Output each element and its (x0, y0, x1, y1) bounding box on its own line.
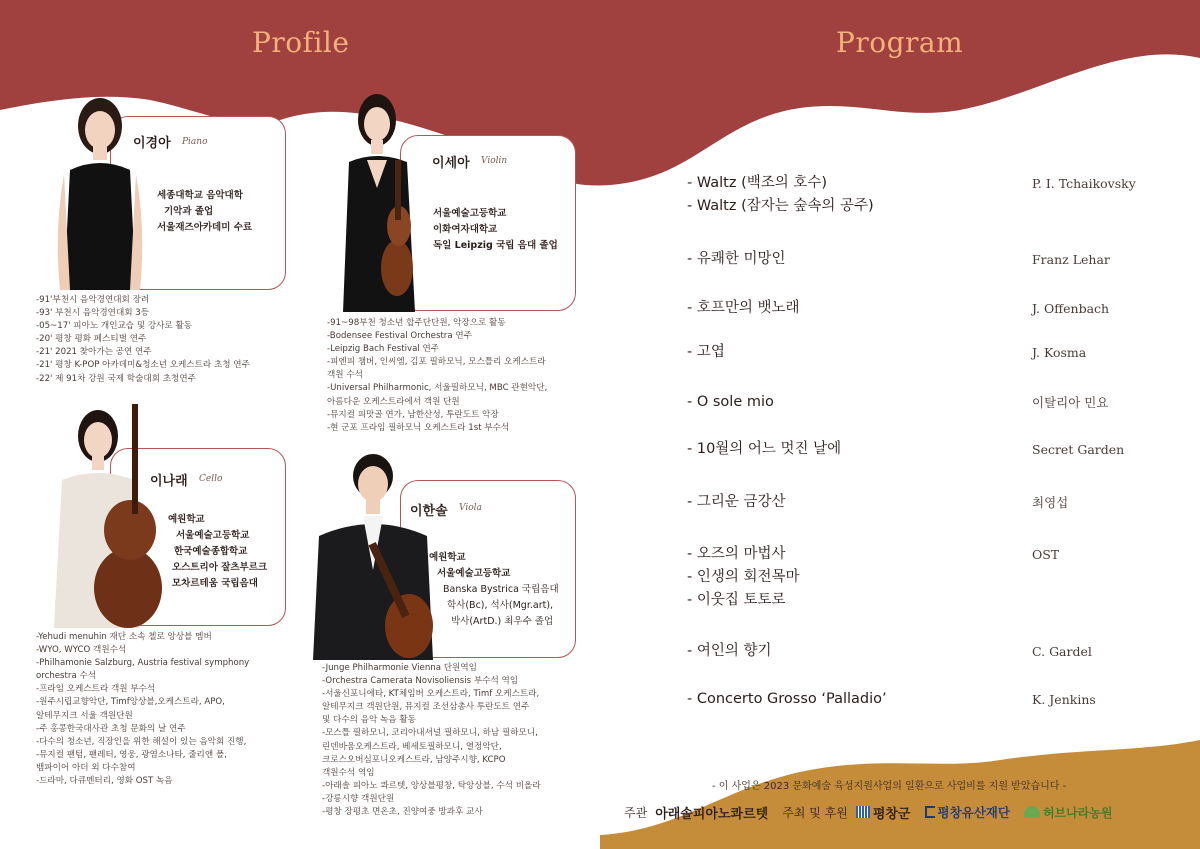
violinist-photo (325, 90, 435, 312)
profile-heading: Profile (252, 26, 350, 59)
program-composer: Franz Lehar (1032, 252, 1110, 267)
program-composer: 최영섭 (1032, 495, 1069, 510)
sponsor-label: 주최 및 후원 (782, 805, 848, 820)
program-item: - O sole mio 이탈리아 민요 (687, 391, 1147, 414)
violinist-history: -91~98부천 청소년 합주단단원, 악장으로 활동 -Bodensee Festival Orchestra 연주 -Leipzig Bach Festival 연주 -피엔피 챔버, 인씨엠, 김포 필하모닉, 모스틀리 오케스트라 객원 수석 -Universal Philharmonic, 서울필하모닉, MBC 관현악단, 아름다운 오케스트라에서 객원 단원 -뮤지컬 피맛골 연가, 남한산성, 투란도트 악장 -현 군포 프라임 필하모닉 오케스트라 1st 부수석 (327, 318, 548, 433)
program-composer: K. Jenkins (1032, 692, 1096, 707)
program-item: - 유쾌한 미망인 Franz Lehar (687, 248, 1147, 271)
program-item: - 여인의 향기 C. Gardel (687, 640, 1147, 663)
host-label: 주관 (624, 805, 648, 820)
program-composer: Secret Garden (1032, 442, 1125, 457)
violinist-education: 서울예술고등학교 이화여자대학교 독일 Leipzig 국립 음대 졸업 (433, 208, 558, 251)
violist-education: 예원학교 서울예술고등학교 Banska Bystrica 국립음대 학사(Bc), 석사(Mgr.art), 박사(ArtD.) 최우수 졸업 (429, 552, 559, 627)
pianist-history: -91'부천시 음악경연대회 장려 -93' 부천시 음악경연대회 3등 -05~17' 피아노 개인교습 및 강사로 활동 -20' 평창 평화 페스티벌 연주 -21' 2021 찾아가는 공연 연주 -21' 평창 K-POP 아카데미&청소년 오케스트라 초청 연주 -22' 제 91차 강원 국제 학술대회 초청연주 (36, 295, 250, 384)
program-composer: C. Gardel (1032, 644, 1092, 659)
violinist-name: 이세아 (432, 156, 470, 171)
sponsor-logo-foundation: 평창유산재단 (925, 803, 1010, 821)
host-logo: 아래솔피아노콰르텟 (655, 806, 769, 822)
sponsor-logo-pyeongchang: 평창군 (856, 803, 911, 822)
pianist-instrument: Piano (182, 137, 208, 147)
credits-bar (624, 800, 1127, 824)
program-composer: P. I. Tchaikovsky (1032, 176, 1136, 191)
violist-instrument: Viola (459, 503, 482, 513)
program-item: - 오즈의 마법사 - 인생의 회전목마 - 이웃집 토토로 OST (687, 543, 1147, 612)
sponsor-logo-herbnara: 허브나라농원 (1024, 804, 1113, 821)
cellist-photo (40, 402, 172, 628)
program-item: - 그리운 금강산 최영섭 (687, 491, 1147, 514)
funding-notice: - 이 사업은 2023 문화예술 육성지원사업의 일환으로 사업비를 지원 받았습니다 - (712, 781, 1067, 792)
program-heading: Program (836, 26, 964, 59)
cellist-instrument: Cello (199, 474, 223, 484)
program-item: - 호프만의 뱃노래 J. Offenbach (687, 297, 1147, 320)
program-item: - 10월의 어느 멋진 날에 Secret Garden (687, 438, 1147, 461)
violinist-instrument: Violin (481, 156, 508, 166)
program-composer: J. Kosma (1032, 345, 1087, 360)
violist-history: -Junge Philharmonie Vienna 단원역임 -Orchestra Camerata Novisoliensis 부수석 역임 -서울신포니에타, KT체임버 오케스트라, Timf 오케스트라, 알테무지크 객원단원, 뮤지컬 조선삼총사 투란도트 연주 및 다수의 음악 녹음 활동 -모스틀 필하모니, 코리아내셔널 필하모니, 하남 필하모니, 린덴바움오케스트라, 베세토필하모니, 열정악단, 크로스오버심포니오케스트라, 남양주시향, KCPO 객원수석 역임 -아래솔 피아노 콰르텟, 앙상블평창, 탁앙상블, 수석 비올라 -강릉시향 객원단원 -평창 장평초 면온초, 진양여중 방과후 교사 (322, 663, 541, 818)
program-item: - Waltz (백조의 호수) - Waltz (잠자는 숲속의 공주) P. I. Tchaikovsky (687, 172, 1147, 218)
pianist-name: 이경아 (133, 136, 171, 151)
program-item: - Concerto Grosso ‘Palladio’ K. Jenkins (687, 688, 1147, 711)
program-composer: 이탈리아 민요 (1032, 395, 1109, 410)
program-composer: OST (1032, 547, 1060, 562)
program-item: - 고엽 J. Kosma (687, 341, 1147, 364)
pianist-education: 세종대학교 음악대학 기악과 졸업 서울재즈아카데미 수료 (157, 190, 253, 233)
violist-name: 이한솔 (410, 504, 448, 519)
cellist-history: -Yehudi menuhin 재단 소속 첼로 앙상블 멤버 -WYO, WYCO 객원수석 -Philhamonie Salzburg, Austria festival symphony orchestra 수석 -프라임 오케스트라 객원 부수석 -원주시립교향악단, Timf앙상블,오케스트라, APO, 알테무지크 서울 객원단원 -주 홍콩한국대사관 초청 문화의 날 연주 -다수의 청소년, 직장인을 위한 해설이 있는 음악회 진행, -뮤지컬 팬텀, 팬레터, 영웅, 광염소나타, 줄리앤 폴, 뱀파이어 아더 외 다수참여 -드라마, 다큐멘터리, 영화 OST 녹음 (36, 632, 250, 787)
pianist-photo (40, 90, 160, 290)
cellist-name: 이나래 (150, 474, 188, 489)
violist-photo (305, 450, 445, 660)
cellist-education: 예원학교 서울예술고등학교 한국예술종합학교 오스트리아 잘츠부르크 모차르테움 국립음대 (168, 514, 268, 589)
program-composer: J. Offenbach (1032, 301, 1110, 316)
